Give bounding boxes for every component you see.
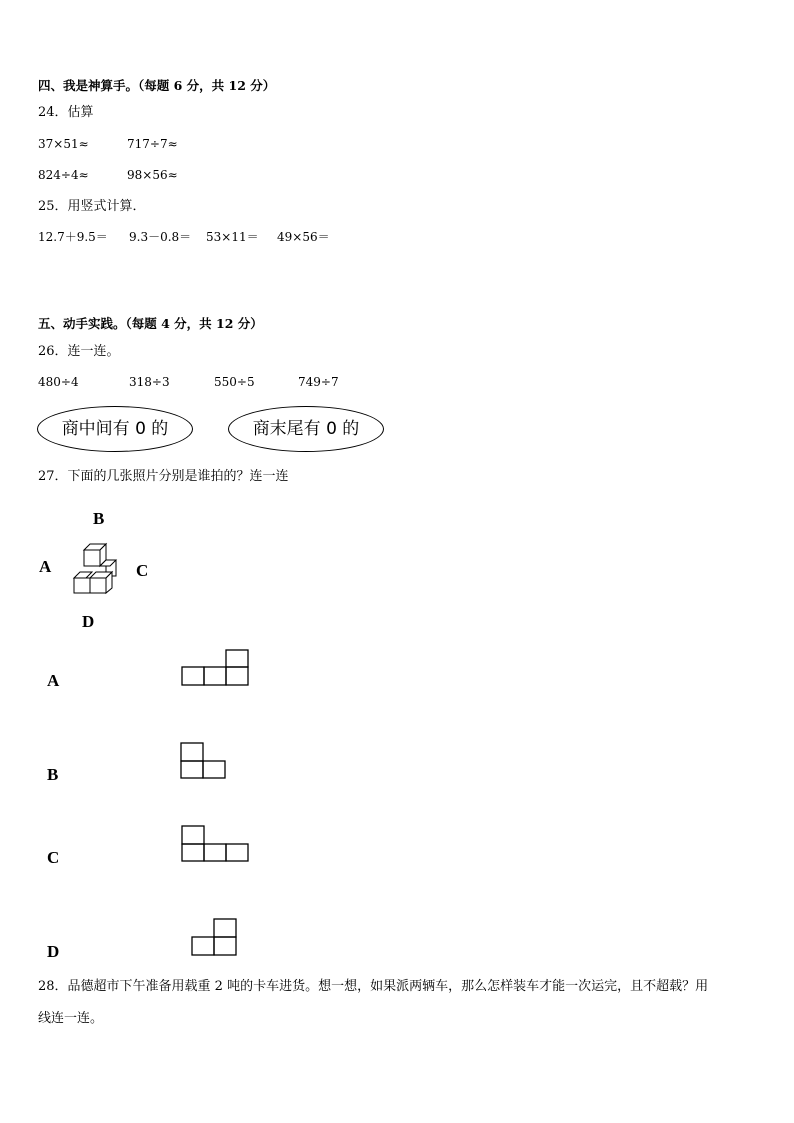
q27-label: 27．下面的几张照片分别是谁拍的？连一连 xyxy=(38,469,289,484)
view-label-b: B xyxy=(47,765,59,784)
q26-item-3: 550÷5 xyxy=(214,375,255,389)
oval-middle-zero xyxy=(37,406,193,452)
q25-item-1: 12.7＋9.5＝ xyxy=(38,230,108,244)
oval-end-zero xyxy=(228,406,384,452)
view-c-shape xyxy=(181,825,251,863)
q24-item-1: 37×51≈ xyxy=(38,137,89,151)
oval-end-zero-label: 商末尾有 0 的 xyxy=(252,418,360,439)
q28-line-1: 28．品德超市下午准备用载重 2 吨的卡车进货。想一想，如果派两辆车，那么怎样装车才能一次运完，且不超载？用 xyxy=(38,979,709,994)
q26-item-1: 480÷4 xyxy=(38,375,79,389)
q26-label: 26．连一连。 xyxy=(38,344,120,359)
section-4-title: 四、我是神算手。（每题 6 分，共 12 分） xyxy=(38,78,276,93)
direction-c: C xyxy=(136,561,149,580)
q26-item-4: 749÷7 xyxy=(298,375,339,389)
q24-item-3: 824÷4≈ xyxy=(38,168,89,182)
view-label-c: C xyxy=(47,848,60,867)
section-5-title: 五、动手实践。（每题 4 分，共 12 分） xyxy=(38,316,263,331)
view-a-shape xyxy=(181,649,250,687)
q28-line-2: 线连一连。 xyxy=(38,1011,104,1026)
q24-item-2: 717÷7≈ xyxy=(127,137,178,151)
direction-d: D xyxy=(82,612,95,631)
view-d-shape xyxy=(191,918,239,957)
q25-item-3: 53×11＝ xyxy=(206,230,259,244)
direction-a: A xyxy=(39,557,52,576)
q25-item-2: 9.3－0.8＝ xyxy=(129,230,192,244)
q26-item-2: 318÷3 xyxy=(129,375,170,389)
cube-arrangement xyxy=(70,540,120,596)
q25-label: 25．用竖式计算． xyxy=(38,199,146,214)
view-label-a: A xyxy=(47,671,60,690)
view-b-shape xyxy=(180,742,228,780)
direction-b: B xyxy=(93,509,105,528)
oval-middle-zero-label: 商中间有 0 的 xyxy=(61,418,169,439)
q24-label: 24．估算 xyxy=(38,105,94,120)
q24-item-4: 98×56≈ xyxy=(127,168,178,182)
q25-item-4: 49×56＝ xyxy=(277,230,330,244)
view-label-d: D xyxy=(47,942,60,961)
